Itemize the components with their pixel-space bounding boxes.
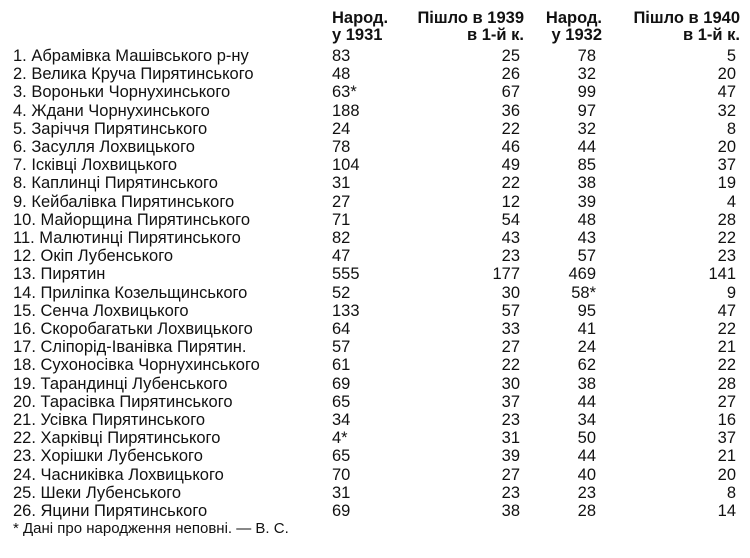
table-row: [10, 466, 740, 484]
table-row: [10, 247, 740, 265]
cell-b1931: 63*: [332, 83, 357, 102]
cell-l1939: 38: [501, 502, 520, 521]
cell-b1932: 48: [577, 210, 596, 229]
cell-b1931: 24: [332, 119, 351, 138]
village-name: 23. Хорішки Лубенського: [13, 447, 203, 466]
table-row: [10, 120, 740, 138]
table-row: [10, 156, 740, 174]
village-name: 15. Сенча Лохвицького: [13, 301, 189, 320]
cell-b1932: 99: [577, 83, 596, 102]
header-births-1931: Народ.: [332, 9, 389, 27]
cell-l1940: 47: [717, 301, 736, 320]
village-name: 10. Майорщина Пирятинського: [13, 210, 251, 229]
cell-l1940: 20: [717, 138, 736, 157]
village-name: 12. Окіп Лубенського: [13, 247, 174, 266]
cell-l1940: 37: [717, 156, 736, 175]
table-row: [10, 447, 740, 465]
cell-b1932: 34: [577, 411, 596, 430]
header-left-1939: Пішло в 1939: [417, 9, 524, 27]
cell-b1932: 44: [577, 138, 596, 157]
table-body: [10, 47, 740, 520]
cell-l1940: 21: [717, 338, 736, 357]
cell-l1939: 23: [501, 483, 520, 502]
table-row: [10, 375, 740, 393]
cell-b1931: 82: [332, 229, 351, 248]
table-row: [10, 193, 740, 211]
village-name: 11. Малютинці Пирятинського: [13, 229, 241, 248]
cell-l1940: 22: [717, 229, 736, 248]
village-name: 13. Пирятин: [13, 265, 106, 284]
cell-b1931: 31: [332, 174, 351, 193]
table-row: [10, 320, 740, 338]
cell-b1932: 95: [577, 301, 596, 320]
cell-l1939: 22: [501, 356, 520, 375]
cell-b1931: 133: [332, 301, 360, 320]
cell-l1940: 32: [717, 101, 736, 120]
cell-b1932: 40: [577, 465, 596, 484]
cell-b1932: 44: [577, 392, 596, 411]
village-name: 9. Кейбалівка Пирятинського: [13, 192, 235, 211]
cell-b1932: 469: [568, 265, 596, 284]
village-name: 22. Харківці Пирятинського: [13, 429, 221, 448]
village-name: 8. Каплинці Пирятинського: [13, 174, 218, 193]
births-and-school-entry-table: [10, 10, 740, 520]
cell-l1939: 67: [501, 83, 520, 102]
cell-b1931: 52: [332, 283, 351, 302]
table-row: [10, 338, 740, 356]
cell-b1932: 43: [577, 229, 596, 248]
cell-l1939: 23: [501, 411, 520, 430]
cell-b1932: 41: [577, 320, 596, 339]
table-row: [10, 411, 740, 429]
village-name: 26. Яцини Пирятинського: [13, 502, 208, 521]
cell-b1931: 64: [332, 320, 351, 339]
cell-b1932: 38: [577, 174, 596, 193]
cell-l1939: 30: [501, 374, 520, 393]
cell-b1932: 32: [577, 119, 596, 138]
cell-b1931: 69: [332, 374, 351, 393]
cell-b1931: 4*: [332, 429, 348, 448]
table-row: [10, 102, 740, 120]
cell-b1932: 85: [577, 156, 596, 175]
cell-b1932: 44: [577, 447, 596, 466]
cell-b1931: 34: [332, 411, 351, 430]
cell-l1939: 57: [501, 301, 520, 320]
cell-l1939: 25: [501, 47, 520, 65]
table-row: [10, 211, 740, 229]
table-row: [10, 484, 740, 502]
table-row: [10, 502, 740, 520]
cell-b1931: 71: [332, 210, 351, 229]
cell-l1939: 39: [501, 447, 520, 466]
cell-b1931: 47: [332, 247, 351, 266]
village-name: 21. Усівка Пирятинського: [13, 411, 206, 430]
cell-b1932: 78: [577, 47, 596, 65]
table-row: [10, 229, 740, 247]
header-births-1932: Народ.: [545, 9, 602, 27]
header-left-1939-line2: в 1-й к.: [467, 26, 524, 44]
village-name: 6. Засулля Лохвицького: [13, 138, 195, 157]
cell-l1940: 22: [717, 320, 736, 339]
cell-l1939: 23: [501, 247, 520, 266]
cell-l1939: 36: [501, 101, 520, 120]
village-name: 1. Абрамівка Машівського р-ну: [13, 47, 249, 65]
cell-b1931: 31: [332, 483, 351, 502]
cell-l1940: 8: [726, 119, 736, 138]
table-header: [10, 10, 740, 47]
document-page: [10, 10, 740, 537]
table-row: [10, 65, 740, 83]
table-row: [10, 429, 740, 447]
cell-l1939: 26: [501, 65, 520, 84]
cell-l1940: 21: [717, 447, 736, 466]
cell-b1931: 48: [332, 65, 351, 84]
cell-l1940: 5: [726, 47, 736, 65]
cell-b1931: 78: [332, 138, 351, 157]
table-row: [10, 265, 740, 283]
table-row: [10, 284, 740, 302]
village-name: 7. Ісківці Лохвицького: [13, 156, 178, 175]
header-village: [10, 10, 332, 27]
village-name: 5. Заріччя Пирятинського: [13, 119, 208, 138]
cell-l1939: 54: [501, 210, 520, 229]
cell-l1940: 22: [717, 356, 736, 375]
cell-b1932: 62: [577, 356, 596, 375]
village-name: 24. Часниківка Лохвицького: [13, 465, 224, 484]
village-name: 4. Ждани Чорнухинського: [13, 101, 210, 120]
cell-b1932: 50: [577, 429, 596, 448]
cell-b1932: 57: [577, 247, 596, 266]
cell-l1939: 22: [501, 174, 520, 193]
table-row: [10, 356, 740, 374]
village-name: 19. Тарандинці Лубенського: [13, 374, 228, 393]
cell-b1931: 104: [332, 156, 360, 175]
cell-l1940: 14: [717, 502, 736, 521]
cell-l1939: 33: [501, 320, 520, 339]
cell-b1931: 61: [332, 356, 351, 375]
cell-l1940: 23: [717, 247, 736, 266]
cell-l1939: 177: [492, 265, 520, 284]
cell-l1939: 12: [501, 192, 520, 211]
cell-l1940: 28: [717, 374, 736, 393]
cell-l1939: 27: [501, 338, 520, 357]
header-births-1931-line2: у 1931: [332, 26, 383, 44]
cell-b1931: 57: [332, 338, 351, 357]
cell-l1940: 47: [717, 83, 736, 102]
cell-l1940: 141: [708, 265, 736, 284]
cell-b1931: 188: [332, 101, 360, 120]
cell-l1939: 30: [501, 283, 520, 302]
cell-l1939: 43: [501, 229, 520, 248]
cell-b1932: 39: [577, 192, 596, 211]
village-name: 20. Тарасівка Пирятинського: [13, 392, 233, 411]
village-name: 25. Шеки Лубенського: [13, 483, 182, 502]
header-births-1932-line2: у 1932: [551, 26, 602, 44]
village-name: 2. Велика Круча Пирятинського: [13, 65, 254, 84]
cell-l1940: 27: [717, 392, 736, 411]
header-left-1940: Пішло в 1940: [633, 9, 740, 27]
village-name: 18. Сухоносівка Чорнухинського: [13, 356, 260, 375]
village-name: 14. Приліпка Козельщинського: [13, 283, 248, 302]
table-row: [10, 138, 740, 156]
cell-b1932: 23: [577, 483, 596, 502]
cell-b1932: 38: [577, 374, 596, 393]
cell-l1940: 16: [717, 411, 736, 430]
cell-b1931: 27: [332, 192, 351, 211]
cell-b1931: 65: [332, 392, 351, 411]
table-row: [10, 47, 740, 65]
cell-b1931: 83: [332, 47, 351, 65]
footnote: * Дані про народження неповні. — В. С.: [13, 520, 289, 538]
cell-l1940: 19: [717, 174, 736, 193]
cell-l1940: 9: [726, 283, 736, 302]
cell-b1931: 555: [332, 265, 360, 284]
table-row: [10, 83, 740, 101]
header-left-1940-line2: в 1-й к.: [683, 26, 740, 44]
cell-l1939: 49: [501, 156, 520, 175]
cell-b1932: 58*: [571, 283, 596, 302]
village-name: 16. Скоробагатьки Лохвицького: [13, 320, 253, 339]
cell-l1939: 37: [501, 392, 520, 411]
cell-l1939: 27: [501, 465, 520, 484]
village-name: 17. Сліпорід-Іванівка Пирятин.: [13, 338, 247, 357]
cell-b1931: 65: [332, 447, 351, 466]
cell-l1940: 4: [726, 192, 736, 211]
cell-l1940: 20: [717, 65, 736, 84]
cell-l1940: 20: [717, 465, 736, 484]
village-name: 3. Вороньки Чорнухинського: [13, 83, 231, 102]
cell-l1940: 8: [726, 483, 736, 502]
cell-l1939: 22: [501, 119, 520, 138]
cell-b1932: 28: [577, 502, 596, 521]
cell-b1932: 97: [577, 101, 596, 120]
table-row: [10, 302, 740, 320]
cell-b1932: 32: [577, 65, 596, 84]
cell-b1931: 69: [332, 502, 351, 521]
cell-b1931: 70: [332, 465, 351, 484]
cell-l1940: 37: [717, 429, 736, 448]
cell-l1940: 28: [717, 210, 736, 229]
cell-b1932: 24: [577, 338, 596, 357]
table-row: [10, 393, 740, 411]
header-village-line2: [10, 27, 332, 47]
cell-l1939: 46: [501, 138, 520, 157]
cell-l1939: 31: [501, 429, 520, 448]
table-row: [10, 174, 740, 192]
